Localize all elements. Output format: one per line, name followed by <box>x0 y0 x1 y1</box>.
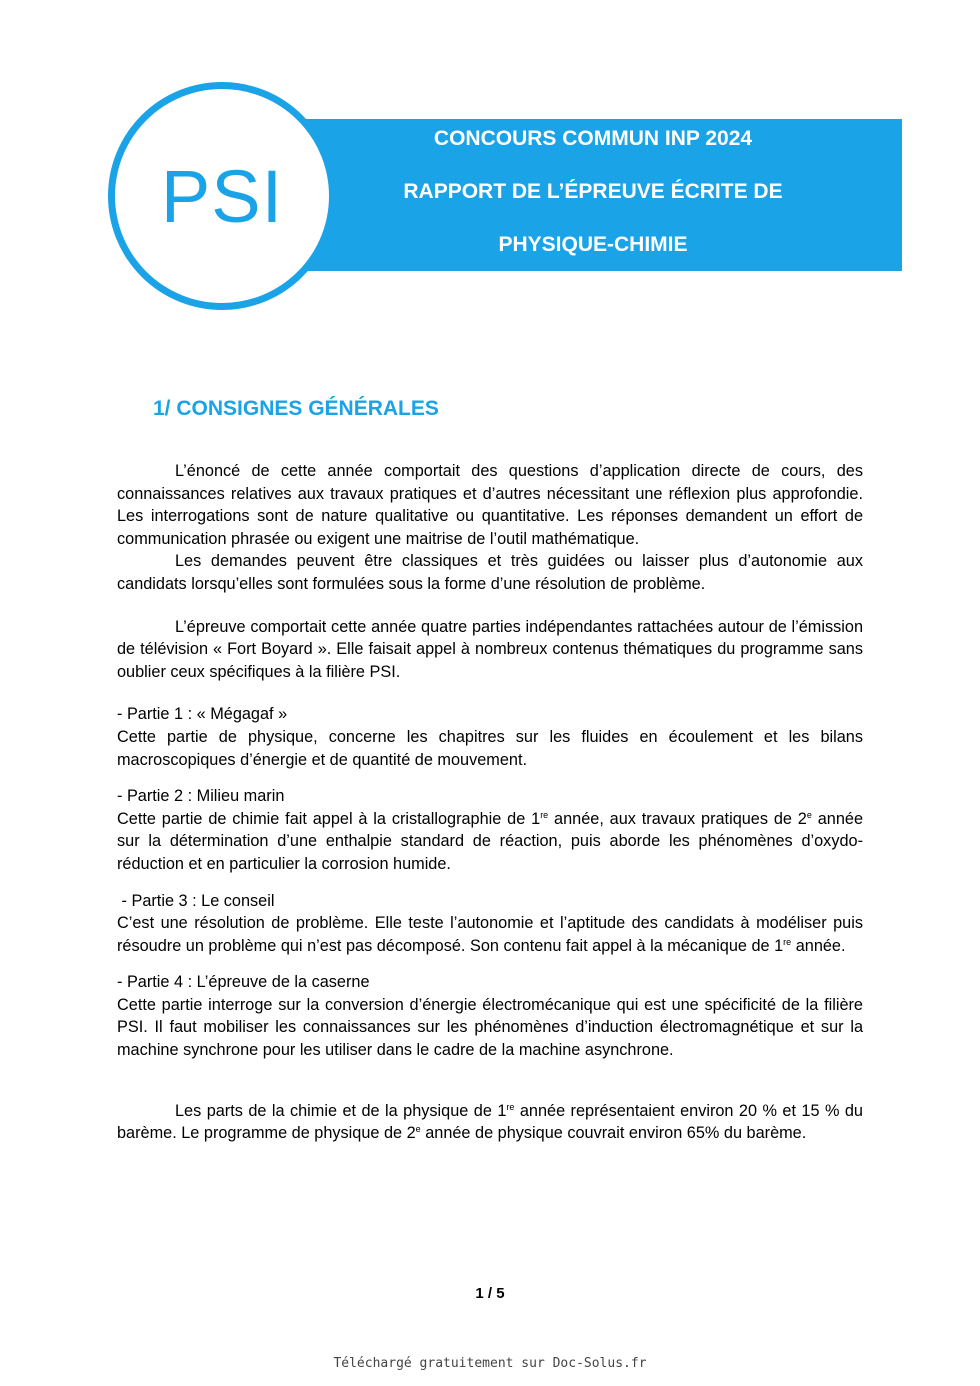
intro-paragraph-1: L’énoncé de cette année comportait des questions d’application directe de cours, des connaissances relatives aux travaux pratiques et d’autres nécessitant une réflexion plus approfondie. Les interrogations sont de nature qualitative ou quantitative. Les réponses demandent un effort de communication phrasée ou exigent une maitrise de l’outil mathématique. <box>117 462 863 548</box>
part-3-body: C’est une résolution de problème. Elle teste l’autonomie et l’aptitude des candidats à modéliser puis résoudre un problème qui n’est pas décomposé. Son contenu fait appel à la mécanique de 1re année. <box>117 914 863 955</box>
part-4-body: Cette partie interroge sur la conversion d’énergie électromécanique qui est une spécificité de la filière PSI. Il faut mobiliser les connaissances sur les phénomènes d’induction électromagnétique et sur la machine synchrone pour les utiliser dans le cadre de la machine asynchrone. <box>117 995 863 1060</box>
part-4-heading: - Partie 4 : L’épreuve de la caserne <box>117 973 370 992</box>
header-line-2: RAPPORT DE L’ÉPREUVE ÉCRITE DE <box>403 180 783 203</box>
part-1-body: Cette partie de physique, concerne les chapitres sur les fluides en écoulement et les bilans macroscopiques d’énergie et de quantité de mouvement. <box>117 727 863 769</box>
header-line-1: CONCOURS COMMUN INP 2024 <box>433 127 753 150</box>
intro-paragraph-2: Les demandes peuvent être classiques et très guidées ou laisser plus d’autonomie aux candidats lorsqu’elles sont formulées sous la forme d’une résolution de problème. <box>117 552 863 593</box>
part-1-heading: - Partie 1 : « Mégagaf » <box>117 705 288 724</box>
psi-logo-text: PSI <box>160 154 284 238</box>
conclusion-paragraph: Les parts de la chimie et de la physique de 1re année représentaient environ 20 % et 15 % du barème. Le programme de physique de 2e année de physique couvrait environ 65% du barème. <box>117 1101 863 1143</box>
part-3-heading: - Partie 3 : Le conseil <box>117 891 275 910</box>
section-title: 1/ CONSIGNES GÉNÉRALES <box>153 397 439 420</box>
download-footer: Téléchargé gratuitement sur Doc-Solus.fr <box>333 1356 647 1371</box>
intro-paragraph-3: L’épreuve comportait cette année quatre parties indépendantes rattachées autour de l’émission de télévision « Fort Boyard ». Elle faisait appel à nombreux contenus thématiques du programme sans oublier ceux spécifiques à la filière PSI. <box>117 617 863 681</box>
header-line-3: PHYSIQUE-CHIMIE <box>498 233 688 256</box>
psi-logo-circle <box>108 82 336 310</box>
page-number: 1 / 5 <box>475 1285 505 1302</box>
part-2-body: Cette partie de chimie fait appel à la cristallographie de 1re année, aux travaux pratiques de 2e année sur la détermination d’une enthalpie standard de réaction, puis aborde les phénomènes d’oxydo-réduction et en particulier la corrosion humide. <box>117 809 863 873</box>
part-2-heading: - Partie 2 : Milieu marin <box>117 787 285 806</box>
document-body <box>117 460 863 1145</box>
